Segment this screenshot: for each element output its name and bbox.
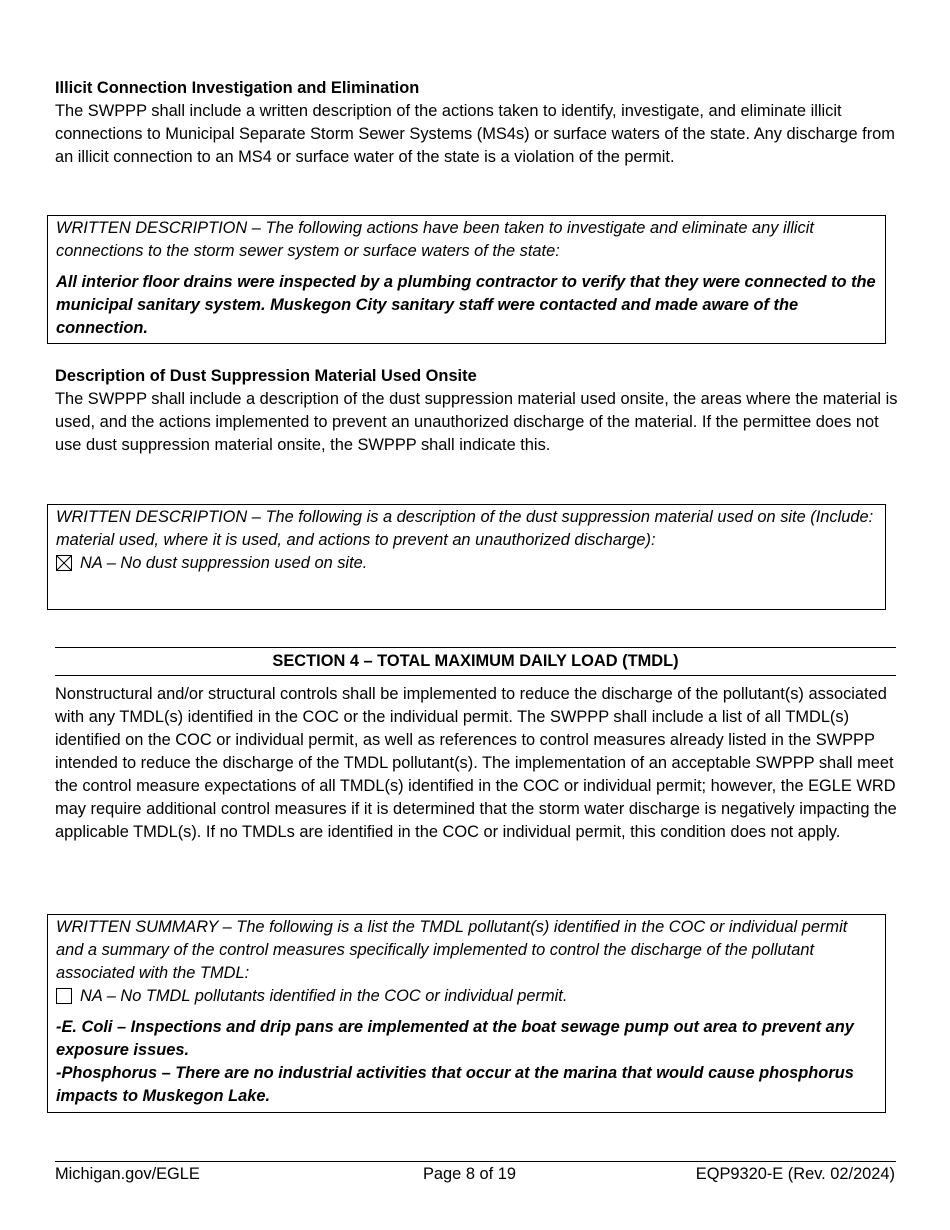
checkbox-x-icon (57, 556, 71, 570)
tmdl-box-prompt: WRITTEN SUMMARY – The following is a list the TMDL pollutant(s) identified in the COC or individual permit and a summary of the control measures specifically implemented to control the discharge of the pollutant associated with the TMDL: (56, 918, 848, 982)
illicit-heading: Illicit Connection Investigation and Elimination (55, 79, 420, 97)
dust-na-row (56, 552, 877, 575)
tmdl-na-label: NA – No TMDL pollutants identified in the COC or individual permit. (80, 987, 568, 1005)
tmdl-answer-ecoli: -E. Coli – Inspections and drip pans are implemented at the boat sewage pump out area to prevent any exposure issues. (56, 1018, 854, 1059)
illicit-box-answer: All interior floor drains were inspected by a plumbing contractor to verify that they were connected to the municipal sanitary system. Muskegon City sanitary staff were contacted and made aware of the connection. (56, 273, 876, 337)
dust-description-box[interactable] (47, 504, 886, 610)
dust-section (55, 365, 900, 457)
illicit-section (55, 77, 900, 169)
dust-body: The SWPPP shall include a description of the dust suppression material used onsite, the areas where the material is used, and the actions implemented to prevent an unauthorized discharge of the material. If the permittee does not use dust suppression material onsite, the SWPPP shall indicate this. (55, 390, 898, 454)
footer-form-id: EQP9320-E (Rev. 02/2024) (695, 1165, 895, 1183)
footer-website: Michigan.gov/EGLE (55, 1165, 200, 1183)
tmdl-answer-phosphorus: -Phosphorus – There are no industrial activities that occur at the marina that would cause phosphorus impacts to Muskegon Lake. (56, 1064, 854, 1105)
section-4-body: Nonstructural and/or structural controls shall be implemented to reduce the discharge of the pollutant(s) associated with any TMDL(s) identified in the COC or the individual permit. The SWPPP shall include a list of all TMDL(s) identified on the COC or individual permit, as well as references to control measures already listed in the SWPPP intended to reduce the discharge of the TMDL pollutant(s). The implementation of an acceptable SWPPP shall meet the control measure expectations of all TMDL(s) identified in the COC or individual permit; however, the EGLE WRD may require additional control measures if it is determined that the storm water discharge is negatively impacting the applicable TMDL(s). If no TMDLs are identified in the COC or individual permit, this condition does not apply. (55, 685, 897, 841)
section-4-title: SECTION 4 – TOTAL MAXIMUM DAILY LOAD (TMDL) (55, 647, 896, 676)
tmdl-na-row (56, 985, 877, 1008)
footer-divider (55, 1161, 896, 1162)
illicit-description-box[interactable] (47, 215, 886, 344)
illicit-box-prompt: WRITTEN DESCRIPTION – The following actions have been taken to investigate and eliminate any illicit connections to the storm sewer system or surface waters of the state: (56, 219, 814, 260)
dust-na-checkbox[interactable] (56, 555, 72, 571)
tmdl-summary-box[interactable] (47, 914, 886, 1113)
dust-box-prompt: WRITTEN DESCRIPTION – The following is a description of the dust suppression material used on site (Include: material used, where it is used, and actions to prevent an unauthorized discharge): (56, 508, 874, 549)
illicit-body: The SWPPP shall include a written description of the actions taken to identify, investigate, and eliminate illicit connections to Municipal Separate Storm Sewer Systems (MS4s) or surface waters of the state. Any discharge from an illicit connection to an MS4 or surface water of the state is a violation of the permit. (55, 102, 895, 166)
dust-heading: Description of Dust Suppression Material Used Onsite (55, 367, 477, 385)
dust-na-label: NA – No dust suppression used on site. (80, 554, 368, 572)
tmdl-na-checkbox[interactable] (56, 988, 72, 1004)
footer-page-number: Page 8 of 19 (423, 1165, 516, 1183)
